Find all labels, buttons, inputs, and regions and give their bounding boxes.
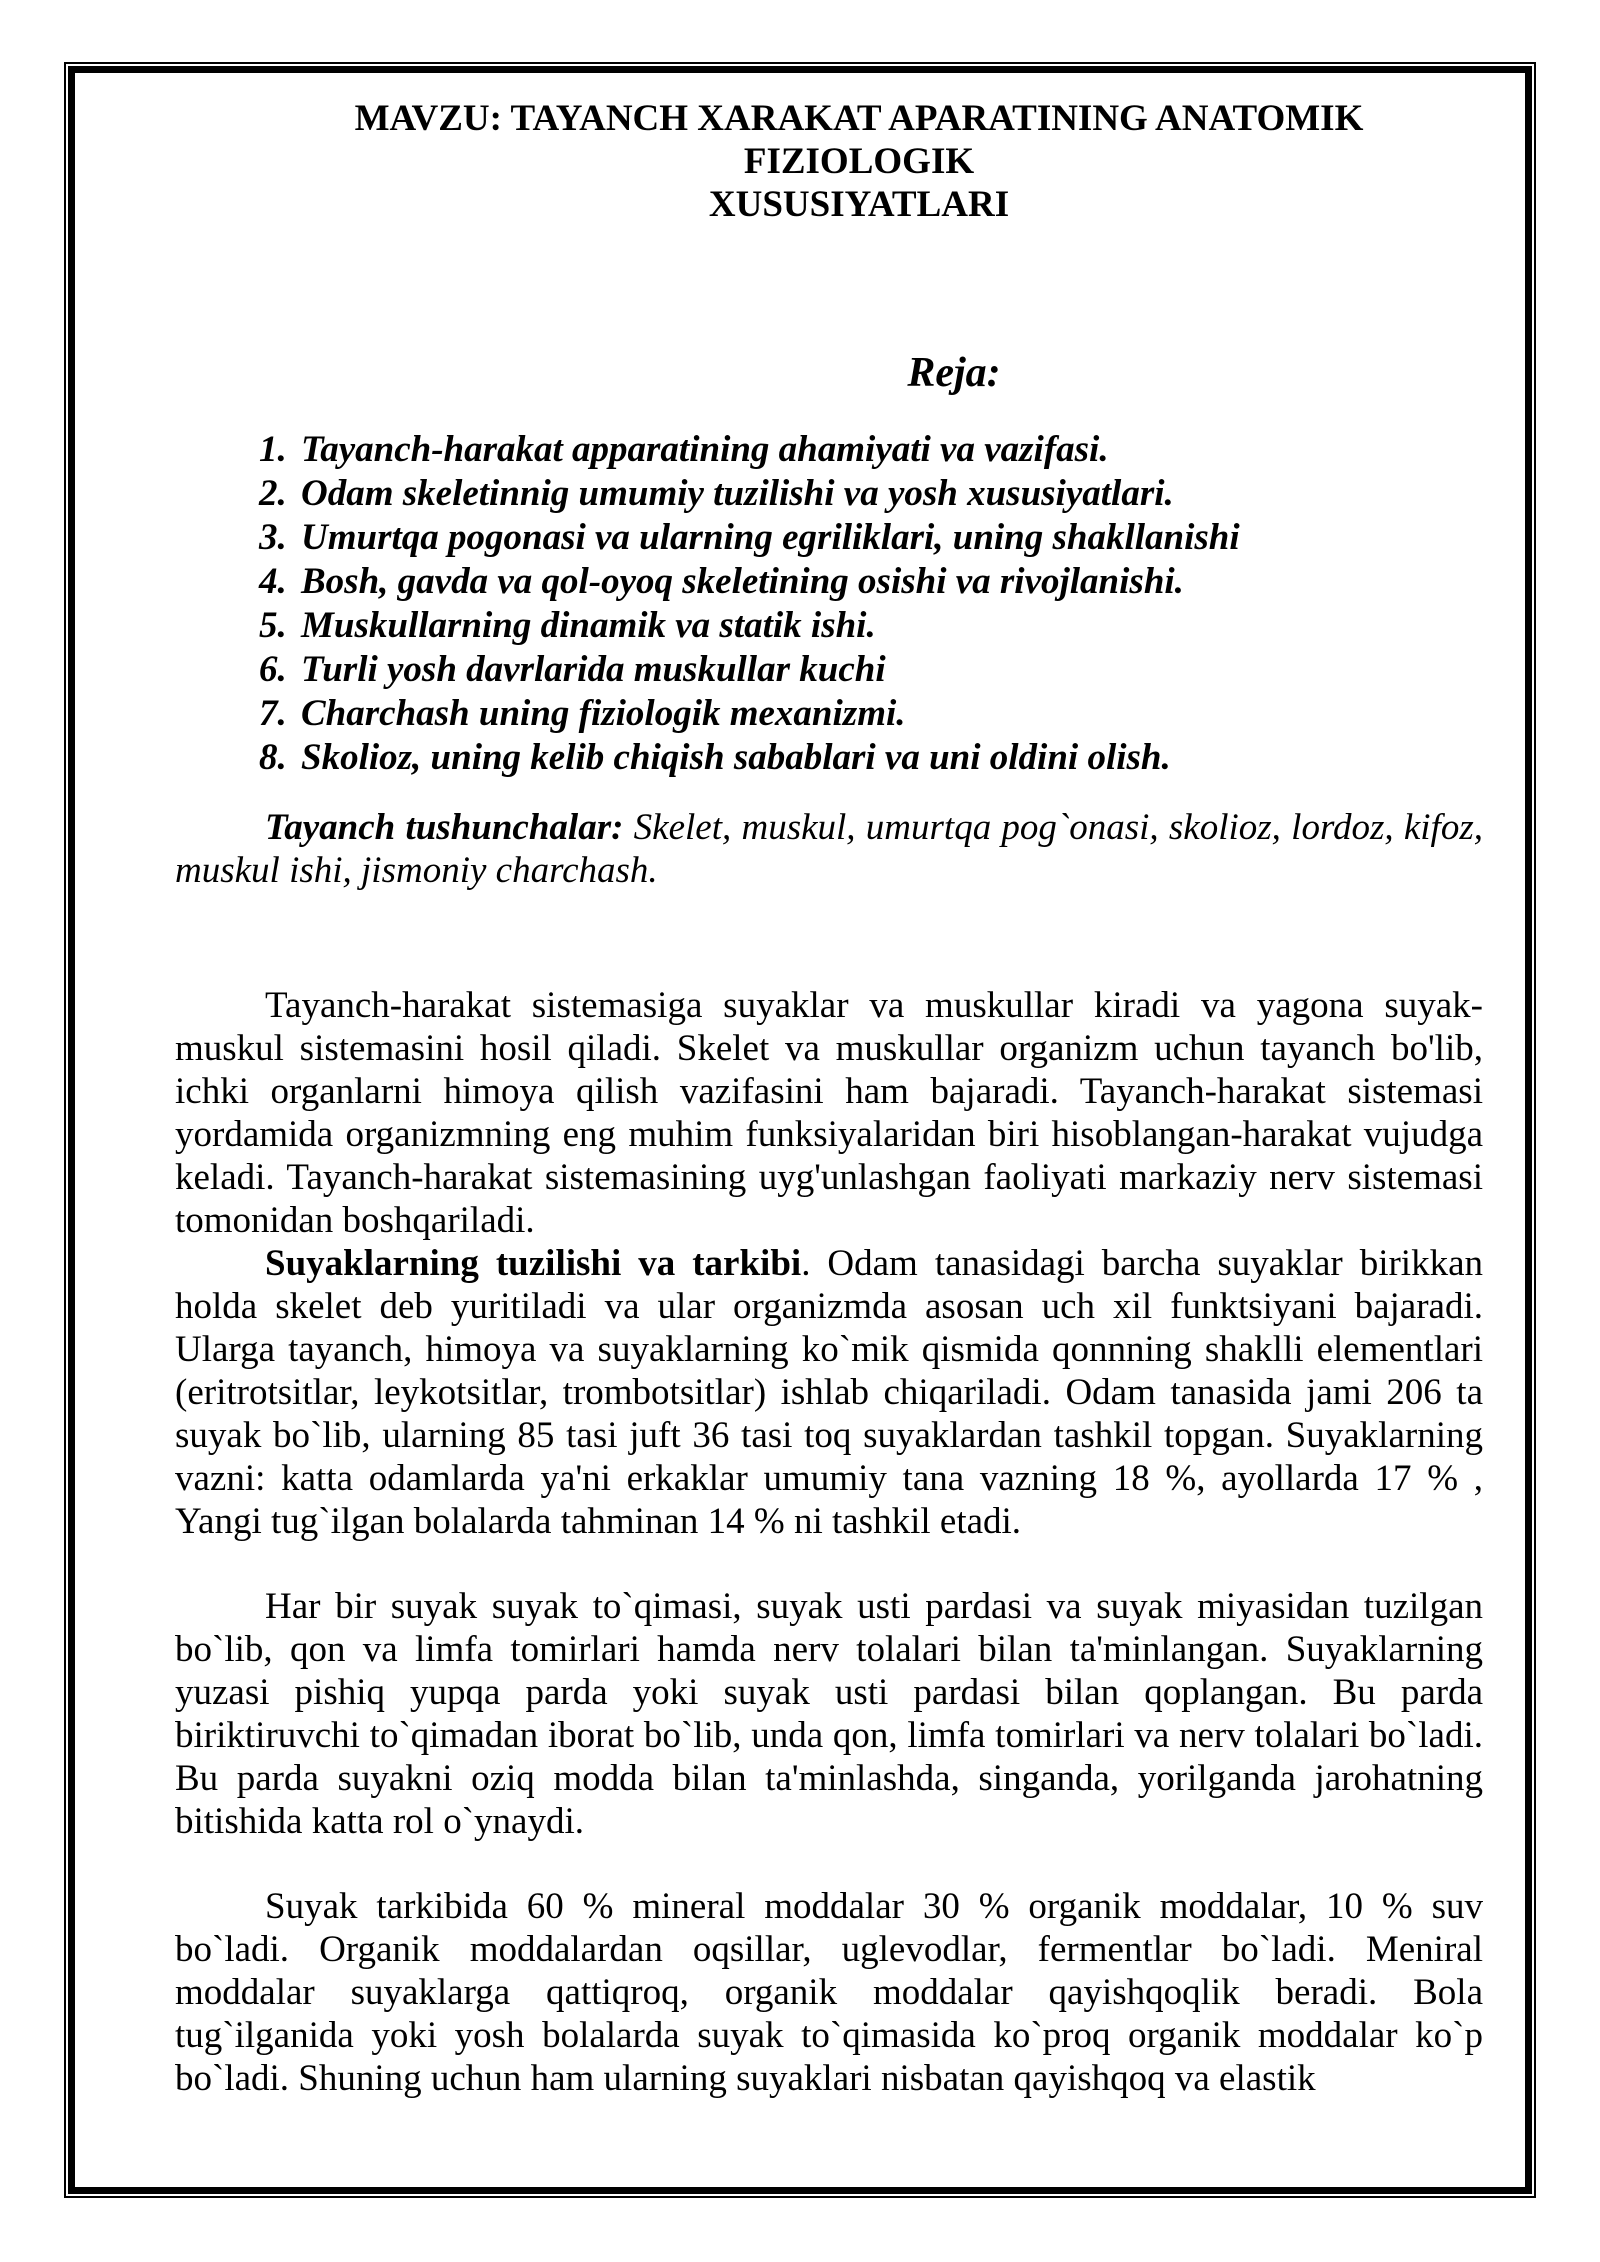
plan-item-3: Umurtqa pogonasi va ularning egriliklari, uning shakllanishi xyxy=(301,517,1240,558)
paragraph-intro: Tayanch-harakat sistemasiga suyaklar va muskullar kiradi va yagona suyak-muskul sistemasini hosil qiladi. Skelet va muskullar organizm uchun tayanch bo'lib, ichki organlarni himoya qilish vazifasini ham bajaradi. Tayanch-harakat sistemasi yordamida organizmning eng muhim funksiyalaridan biri hisoblangan-harakat vujudga keladi. Tayanch-harakat sistemasining uyg'unlashgan faoliyati markaziy nerv sistemasi tomonidan boshqariladi. xyxy=(175,985,1483,1241)
plan-item-6: Turli yosh davrlarida muskullar kuchi xyxy=(301,649,886,690)
plan-item-7: Charchash uning fiziologik mexanizmi. xyxy=(301,693,906,734)
plan-list xyxy=(259,428,1483,780)
paragraph-bone-tissue: Har bir suyak suyak to`qimasi, suyak usti pardasi va suyak miyasidan tuzilgan bo`lib, qon va limfa tomirlari hamda nerv tolalari bilan ta'minlangan. Suyaklarning yuzasi pishiq yupqa parda yoki suyak usti pardasi bilan qoplangan. Bu parda biriktiruvchi to`qimadan iborat bo`lib, unda qon, limfa tomirlari va nerv tolalari bo`ladi. Bu parda suyakni oziq modda bilan ta'minlashda, singanda, yorilganda jarohatning bitishida katta rol o`ynaydi. xyxy=(175,1586,1483,1842)
key-concepts-paragraph xyxy=(175,806,1483,892)
section-heading-bone-structure: Suyaklarning tuzilishi va tarkibi xyxy=(265,1243,802,1284)
page-border-frame-inner xyxy=(68,66,1532,2194)
plan-heading: Reja: xyxy=(907,350,1001,396)
plan-item-4: Bosh, gavda va qol-oyoq skeletining osishi va rivojlanishi. xyxy=(301,561,1184,602)
plan-item-8: Skolioz, uning kelib chiqish sabablari va uni oldini olish. xyxy=(301,737,1171,778)
paragraph-bone-composition: Suyak tarkibida 60 % mineral moddalar 30 % organik moddalar, 10 % suv bo`ladi. Organik moddalardan oqsillar, uglevodlar, fermentlar bo`ladi. Meniral moddalar suyaklarga qattiqroq, organik moddalar qayishqoqlik beradi. Bola tug`ilganida yoki yosh bolalarda suyak to`qimasida ko`proq organik moddalar ko`p bo`ladi. Shuning uchun ham ularning suyaklari nisbatan qayishqoq va elastik xyxy=(175,1886,1483,2099)
plan-item-5: Muskullarning dinamik va statik ishi. xyxy=(301,605,876,646)
page-border-frame xyxy=(64,62,1536,2198)
key-concepts-text: Skelet, muskul, umurtqa pog`onasi, skolioz, lordoz, kifoz, muskul ishi, jismoniy charchash. xyxy=(175,807,1483,891)
document-title-line-2: XUSUSIYATLARI xyxy=(708,184,1010,225)
paragraph-bone-structure xyxy=(175,1242,1483,1543)
plan-item-1: Tayanch-harakat apparatining ahamiyati va vazifasi. xyxy=(301,429,1109,470)
plan-item-2: Odam skeletinnig umumiy tuzilishi va yosh xususiyatlari. xyxy=(301,473,1174,514)
document-title-line-1: MAVZU: TAYANCH XARAKAT APARATINING ANATOMIK FIZIOLOGIK xyxy=(354,98,1364,182)
document-title xyxy=(175,97,1483,226)
paragraph-bone-structure-text: . Odam tanasidagi barcha suyaklar birikkan holda skelet deb yuritiladi va ular organizmda asosan uch xil funktsiyani bajaradi. Ularga tayanch, himoya va suyaklarning ko`mik qismida qonnning shaklli elementlari (eritrotsitlar, leykotsitlar, trombotsitlar) ishlab chiqariladi. Odam tanasida jami 206 ta suyak bo`lib, ularning 85 tasi juft 36 tasi toq suyaklardan tashkil topgan. Suyaklarning vazni: katta odamlarda ya'ni erkaklar umumiy tana vazning 18 %, ayollarda 17 % , Yangi tug`ilgan bolalarda tahminan 14 % ni tashkil etadi. xyxy=(175,1243,1483,1542)
key-concepts-label: Tayanch tushunchalar: xyxy=(265,807,624,848)
